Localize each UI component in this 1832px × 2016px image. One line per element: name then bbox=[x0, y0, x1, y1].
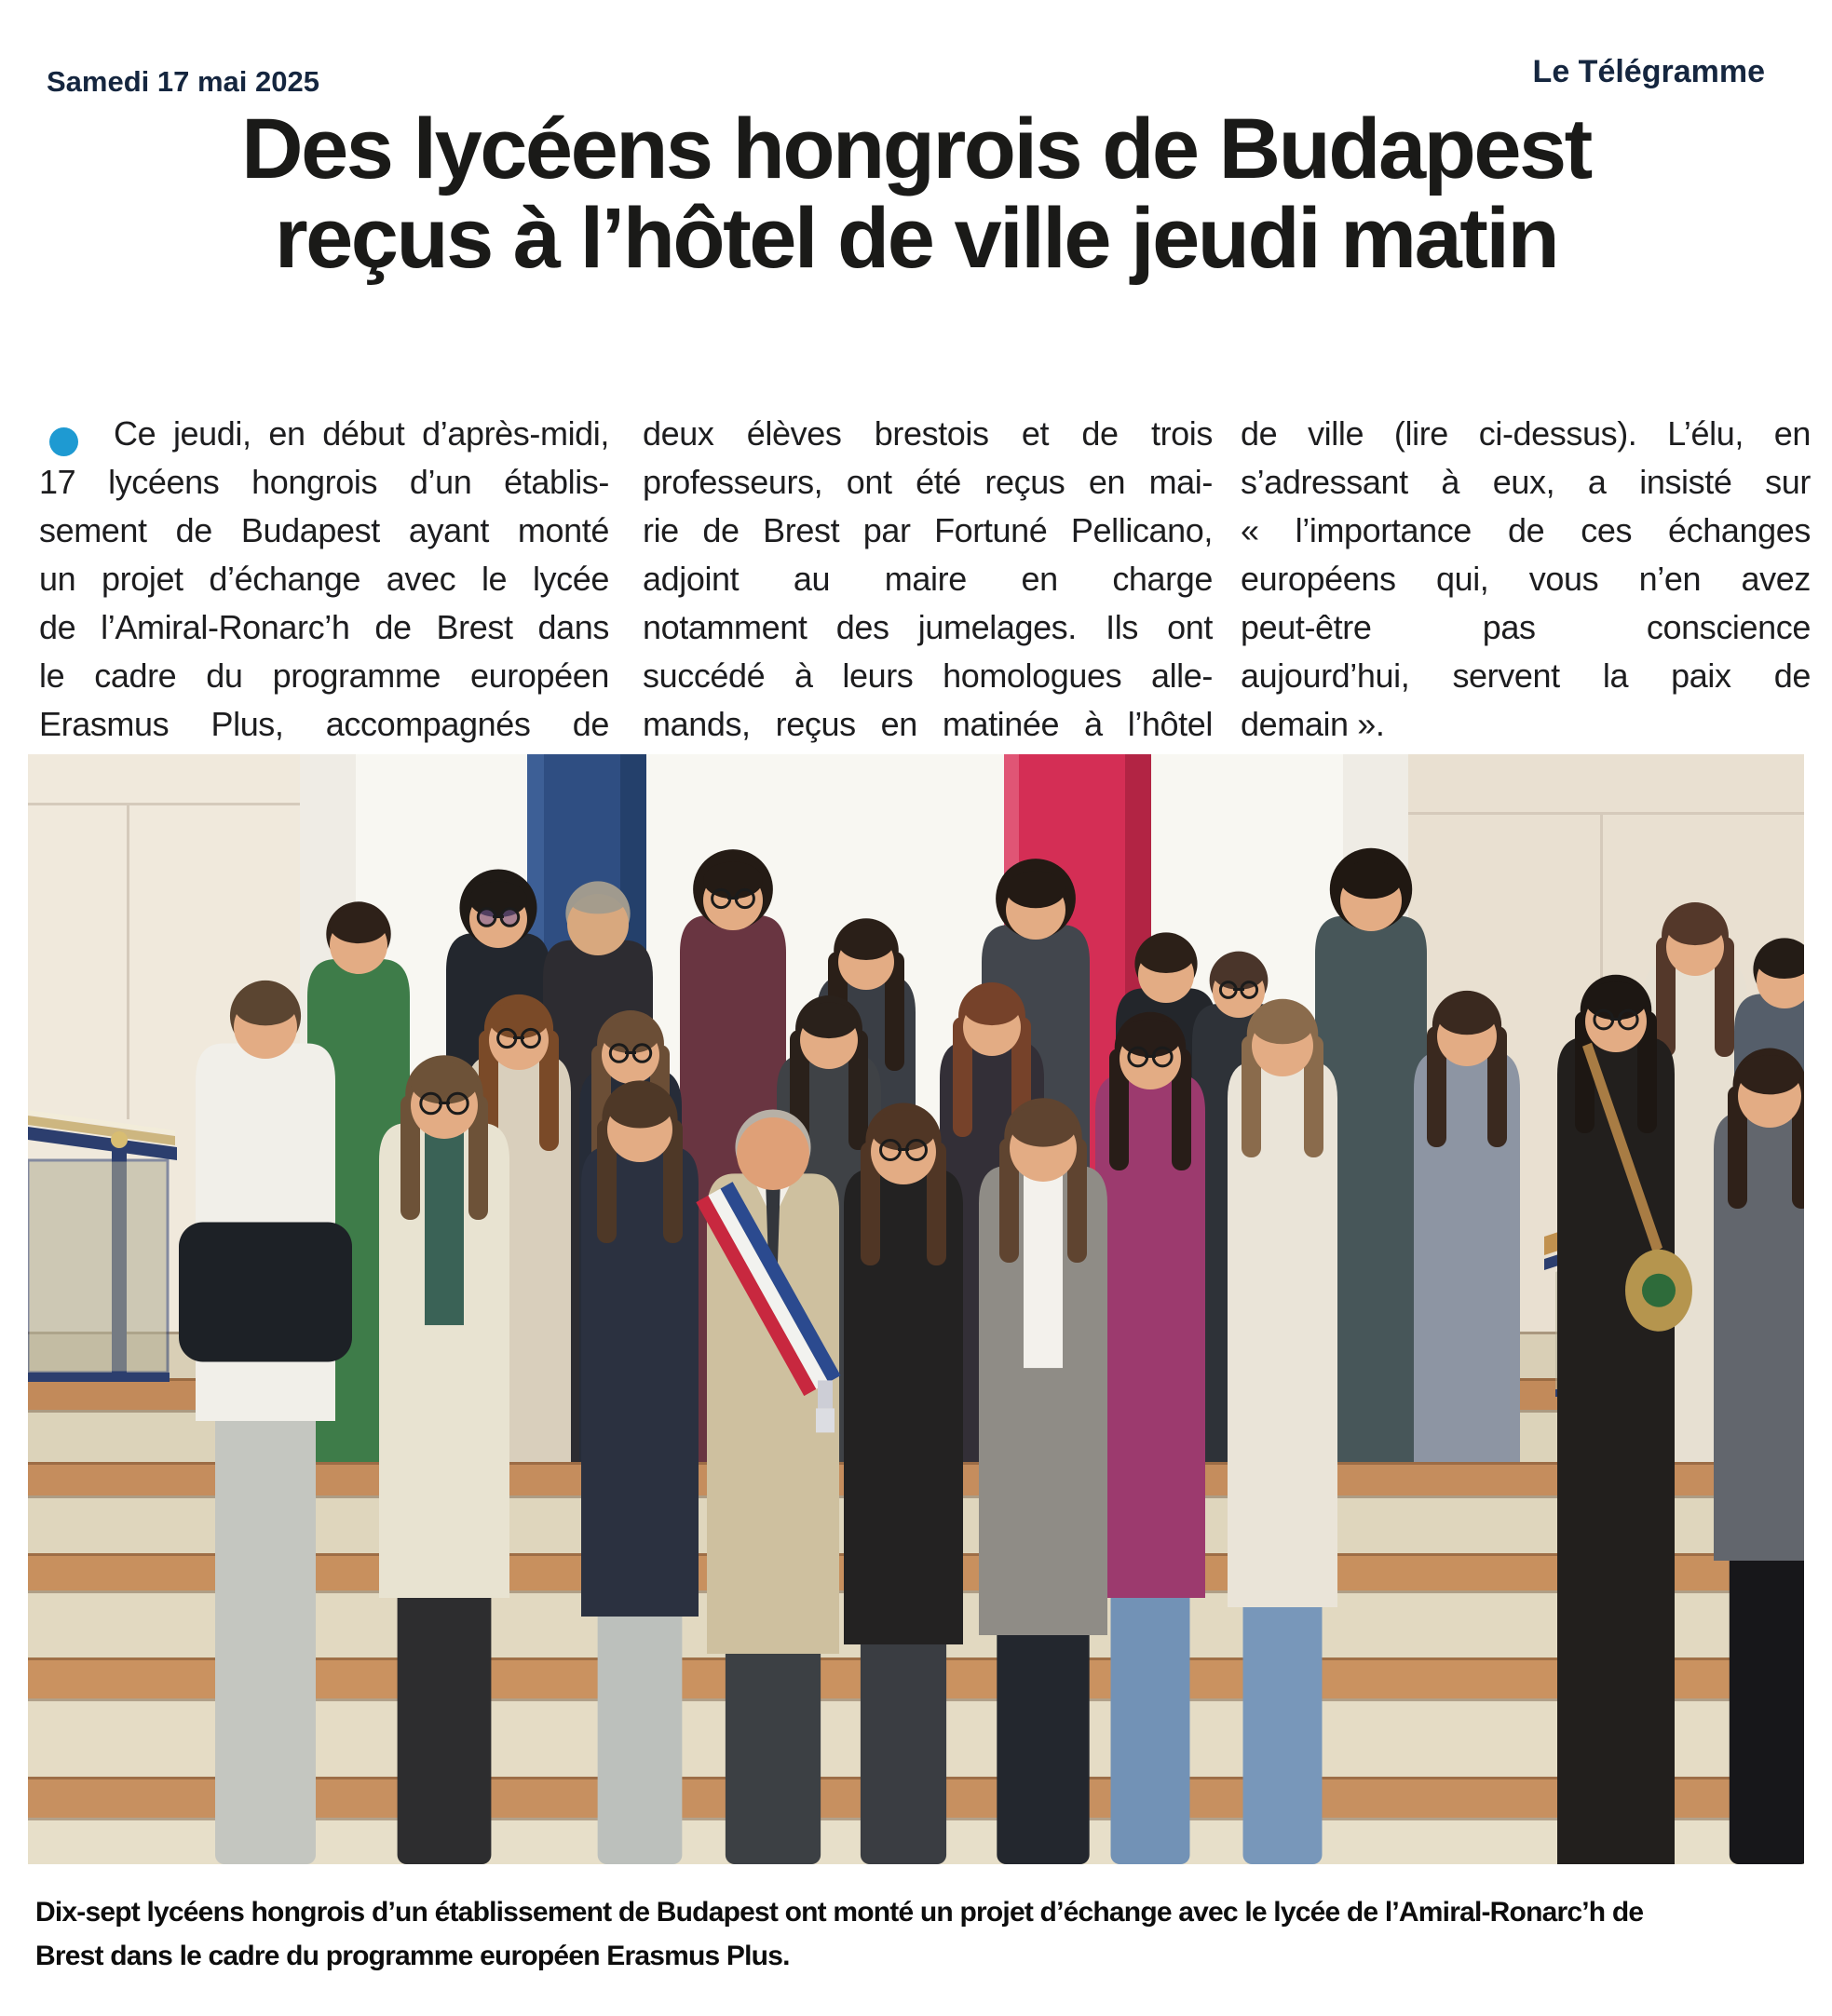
person bbox=[379, 1055, 509, 1864]
body-line: mands, reçus en matinée à l’hôtel bbox=[643, 705, 1213, 743]
body-line: deux élèves brestois et de trois bbox=[643, 414, 1213, 453]
person bbox=[1228, 999, 1337, 1864]
person bbox=[1557, 975, 1692, 1864]
body-line: aujourd’hui, servent la paix de bbox=[1241, 656, 1811, 695]
newspaper-brand: Le Télégramme bbox=[1532, 54, 1765, 89]
article-headline bbox=[0, 101, 1832, 286]
person bbox=[1095, 1012, 1205, 1864]
article-column-3 bbox=[1241, 410, 1811, 749]
photo-scene bbox=[28, 754, 1804, 1864]
body-line: professeurs, ont été reçus en mai- bbox=[643, 463, 1213, 501]
body-line: de ville (lire ci-dessus). L’élu, en bbox=[1241, 414, 1811, 453]
body-line: 17 lycéens hongrois d’un établis- bbox=[39, 463, 609, 501]
body-line: peut-être pas conscience bbox=[1241, 608, 1811, 646]
body-line: européens qui, vous n’en avez bbox=[1241, 560, 1811, 598]
body-line: s’adressant à eux, a insisté sur bbox=[1241, 463, 1811, 501]
photo-caption bbox=[35, 1890, 1810, 1978]
article-column-2 bbox=[643, 410, 1213, 749]
body-line: adjoint au maire en charge bbox=[643, 560, 1213, 598]
edition-date: Samedi 17 mai 2025 bbox=[47, 65, 319, 98]
caption-line-1: Dix-sept lycéens hongrois d’un établissement de Budapest ont monté un projet d’échange avec le lycée de l’Amiral-Ronarc’h de bbox=[35, 1897, 1644, 1928]
body-line: le cadre du programme européen bbox=[39, 656, 609, 695]
body-line: succédé à leurs homologues alle- bbox=[643, 656, 1213, 695]
person bbox=[1414, 991, 1520, 1462]
headline-line-1: Des lycéens hongrois de Budapest bbox=[241, 101, 1591, 196]
body-line: Erasmus Plus, accompagnés de bbox=[39, 705, 609, 743]
body-line: rie de Brest par Fortuné Pellicano, bbox=[643, 511, 1213, 549]
headline-line-2: reçus à l’hôtel de ville jeudi matin bbox=[274, 191, 1558, 286]
article-photo bbox=[28, 754, 1804, 1864]
caption-line-2: Brest dans le cadre du programme européen Erasmus Plus. bbox=[35, 1941, 790, 1971]
person bbox=[979, 1098, 1107, 1864]
body-line: sement de Budapest ayant monté bbox=[39, 511, 609, 549]
body-line: de l’Amiral-Ronarc’h de Brest dans bbox=[39, 608, 609, 646]
body-line: notamment des jumelages. Ils ont bbox=[643, 608, 1213, 646]
person bbox=[581, 1080, 699, 1864]
article-column-1 bbox=[39, 410, 609, 749]
body-line: un projet d’échange avec le lycée bbox=[39, 560, 609, 598]
body-line: Ce jeudi, en début d’après-midi, bbox=[114, 414, 609, 453]
person bbox=[844, 1103, 963, 1864]
body-line: « l’importance de ces échanges bbox=[1241, 511, 1811, 549]
body-line: demain ». bbox=[1241, 705, 1385, 743]
